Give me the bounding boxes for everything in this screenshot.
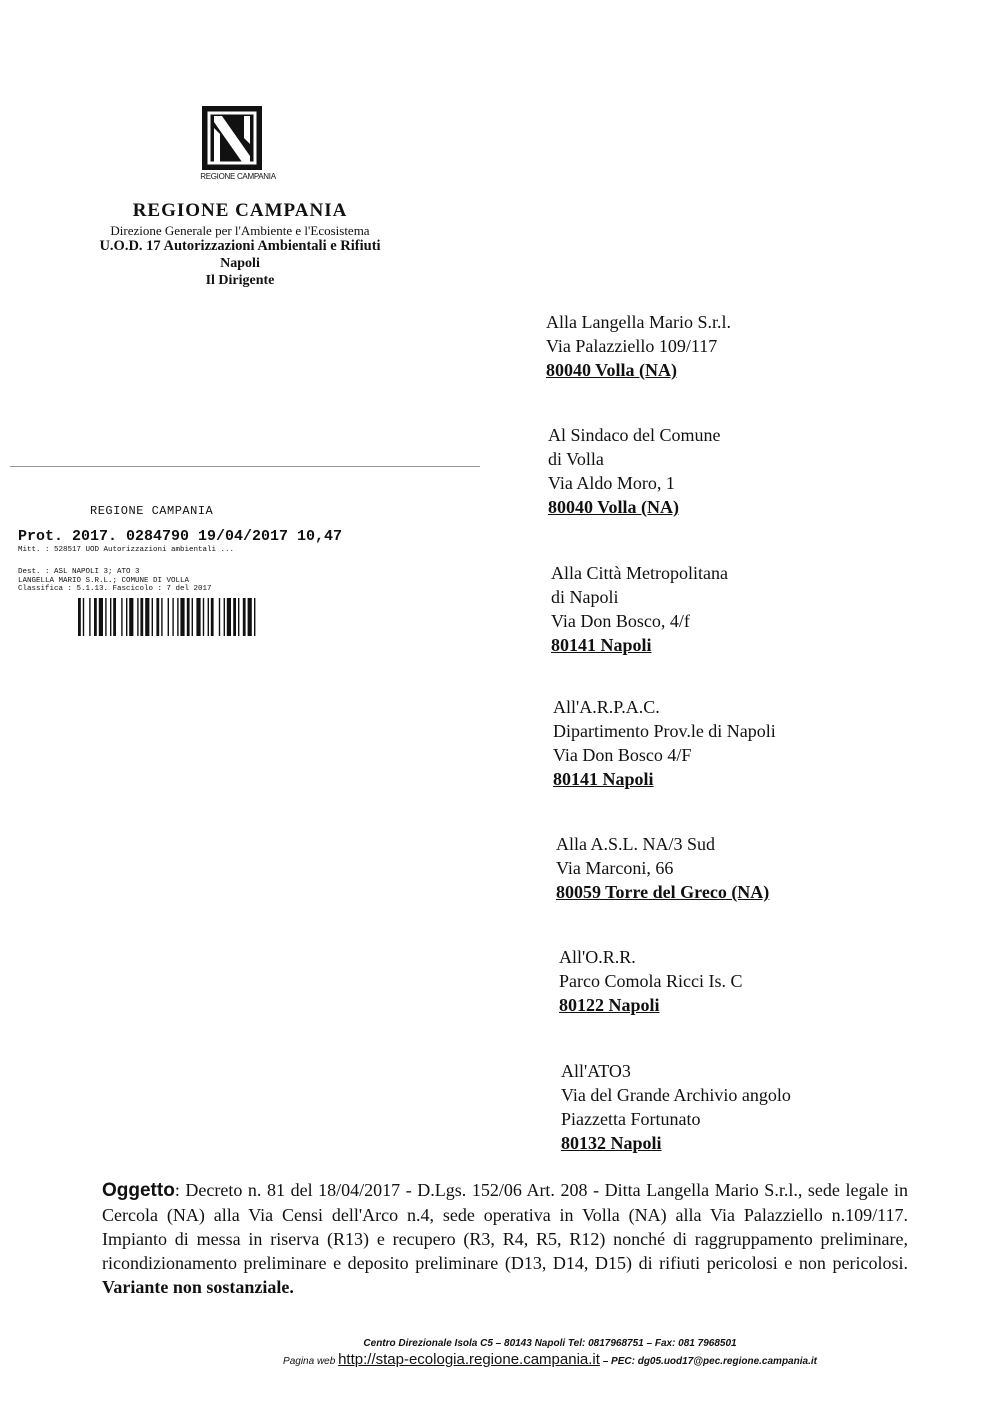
- recipient-postcode: 80141 Napoli: [553, 769, 654, 789]
- recipient-line: Via Aldo Moro, 1: [548, 473, 675, 493]
- recipient-block: [553, 695, 776, 791]
- subject-text: : Decreto n. 81 del 18/04/2017 - D.Lgs. 152/06 Art. 208 - Ditta Langella Mario S.r.l., sede legale in Cercola (NA) alla Via Censi dell'Arco n.4, sede operativa in Volla (NA) alla Via Palazziello n.109/117. Impianto di messa in riserva (R13) e recupero (R3, R4, R5, R12) nonché di raggruppamento preliminare, ricondizionamento preliminare e deposito preliminare (D13, D14, D15) di rifiuti pericolosi e non pericolosi.: [102, 1180, 908, 1273]
- recipient-line: Parco Comola Ricci Is. C: [559, 971, 743, 991]
- recipient-line: Piazzetta Fortunato: [561, 1109, 701, 1129]
- stamp-sender: Mitt. : 528517 UOD Autorizzazioni ambientali ...: [18, 546, 235, 554]
- recipient-postcode: 80040 Volla (NA): [548, 497, 680, 517]
- recipient-line: di Napoli: [551, 587, 619, 607]
- letterhead-title: REGIONE CAMPANIA: [132, 200, 348, 221]
- recipient-line: Alla A.S.L. NA/3 Sud: [556, 834, 716, 854]
- letterhead-directorate: Direzione Generale per l'Ambiente e l'Ecosistema: [110, 222, 370, 238]
- letterhead: [60, 200, 420, 289]
- recipient-block: [548, 423, 720, 519]
- subject-label: Oggetto: [102, 1180, 175, 1201]
- recipient-line: di Volla: [548, 449, 604, 469]
- recipient-line: Alla Città Metropolitana: [551, 563, 728, 583]
- recipient-line: Via Marconi, 66: [556, 858, 674, 878]
- footer-contacts: [200, 1351, 900, 1368]
- footer-pec: – PEC: dg05.uod17@pec.regione.campania.it: [599, 1356, 817, 1367]
- stamp-dest-line: Dest. : ASL NAPOLI 3; ATO 3: [18, 568, 140, 576]
- recipient-line: All'O.R.R.: [559, 947, 636, 967]
- subject-emphasis: Variante non sostanziale.: [102, 1277, 294, 1297]
- logo-caption: REGIONE CAMPANIA: [200, 172, 276, 181]
- recipient-block: [546, 310, 731, 382]
- recipient-postcode: 80132 Napoli: [561, 1133, 662, 1153]
- stamp-divider: [10, 466, 480, 467]
- recipient-line: All'ATO3: [561, 1061, 631, 1081]
- recipient-line: Al Sindaco del Comune: [548, 425, 721, 445]
- stamp-details: [18, 568, 212, 594]
- page-footer: [200, 1338, 900, 1368]
- recipient-line: All'A.R.P.A.C.: [553, 697, 660, 717]
- recipient-postcode: 80141 Napoli: [551, 635, 652, 655]
- letterhead-office: U.O.D. 17 Autorizzazioni Ambientali e Rifiuti: [99, 238, 381, 255]
- recipient-line: Via Don Bosco 4/F: [553, 745, 692, 765]
- recipient-line: Via del Grande Archivio angolo: [561, 1085, 791, 1105]
- recipient-line: Dipartimento Prov.le di Napoli: [553, 721, 776, 741]
- recipient-block: [561, 1059, 791, 1155]
- recipient-block: [556, 832, 769, 904]
- recipient-line: Via Palazziello 109/117: [546, 336, 718, 356]
- recipient-line: Alla Langella Mario S.r.l.: [546, 312, 731, 332]
- stamp-org: REGIONE CAMPANIA: [90, 504, 214, 518]
- recipient-postcode: 80059 Torre del Greco (NA): [556, 882, 770, 902]
- footer-website-link[interactable]: http://stap-ecologia.regione.campania.it: [338, 1351, 600, 1368]
- stamp-protocol: Prot. 2017. 0284790 19/04/2017 10,47: [18, 528, 343, 545]
- letterhead-city: Napoli: [220, 255, 260, 271]
- barcode-icon: [78, 598, 308, 636]
- recipient-block: [551, 561, 728, 657]
- footer-web-label: Pagina web: [283, 1356, 339, 1367]
- recipient-line: Via Don Bosco, 4/f: [551, 611, 690, 631]
- recipient-block: [559, 945, 742, 1017]
- subject-paragraph: [102, 1178, 908, 1299]
- recipient-postcode: 80122 Napoli: [559, 995, 660, 1015]
- letterhead-role: Il Dirigente: [205, 272, 275, 288]
- stamp-dest-line: Classifica : 5.1.13. Fascicolo : 7 del 2017: [18, 585, 212, 593]
- region-emblem-icon: [202, 106, 262, 170]
- recipient-postcode: 80040 Volla (NA): [546, 360, 678, 380]
- stamp-dest-line: LANGELLA MARIO S.R.L.; COMUNE DI VOLLA: [18, 576, 190, 585]
- footer-address: Centro Direzionale Isola C5 – 80143 Napoli Tel: 0817968751 – Fax: 081 7968501: [363, 1338, 737, 1349]
- region-logo: [196, 106, 276, 184]
